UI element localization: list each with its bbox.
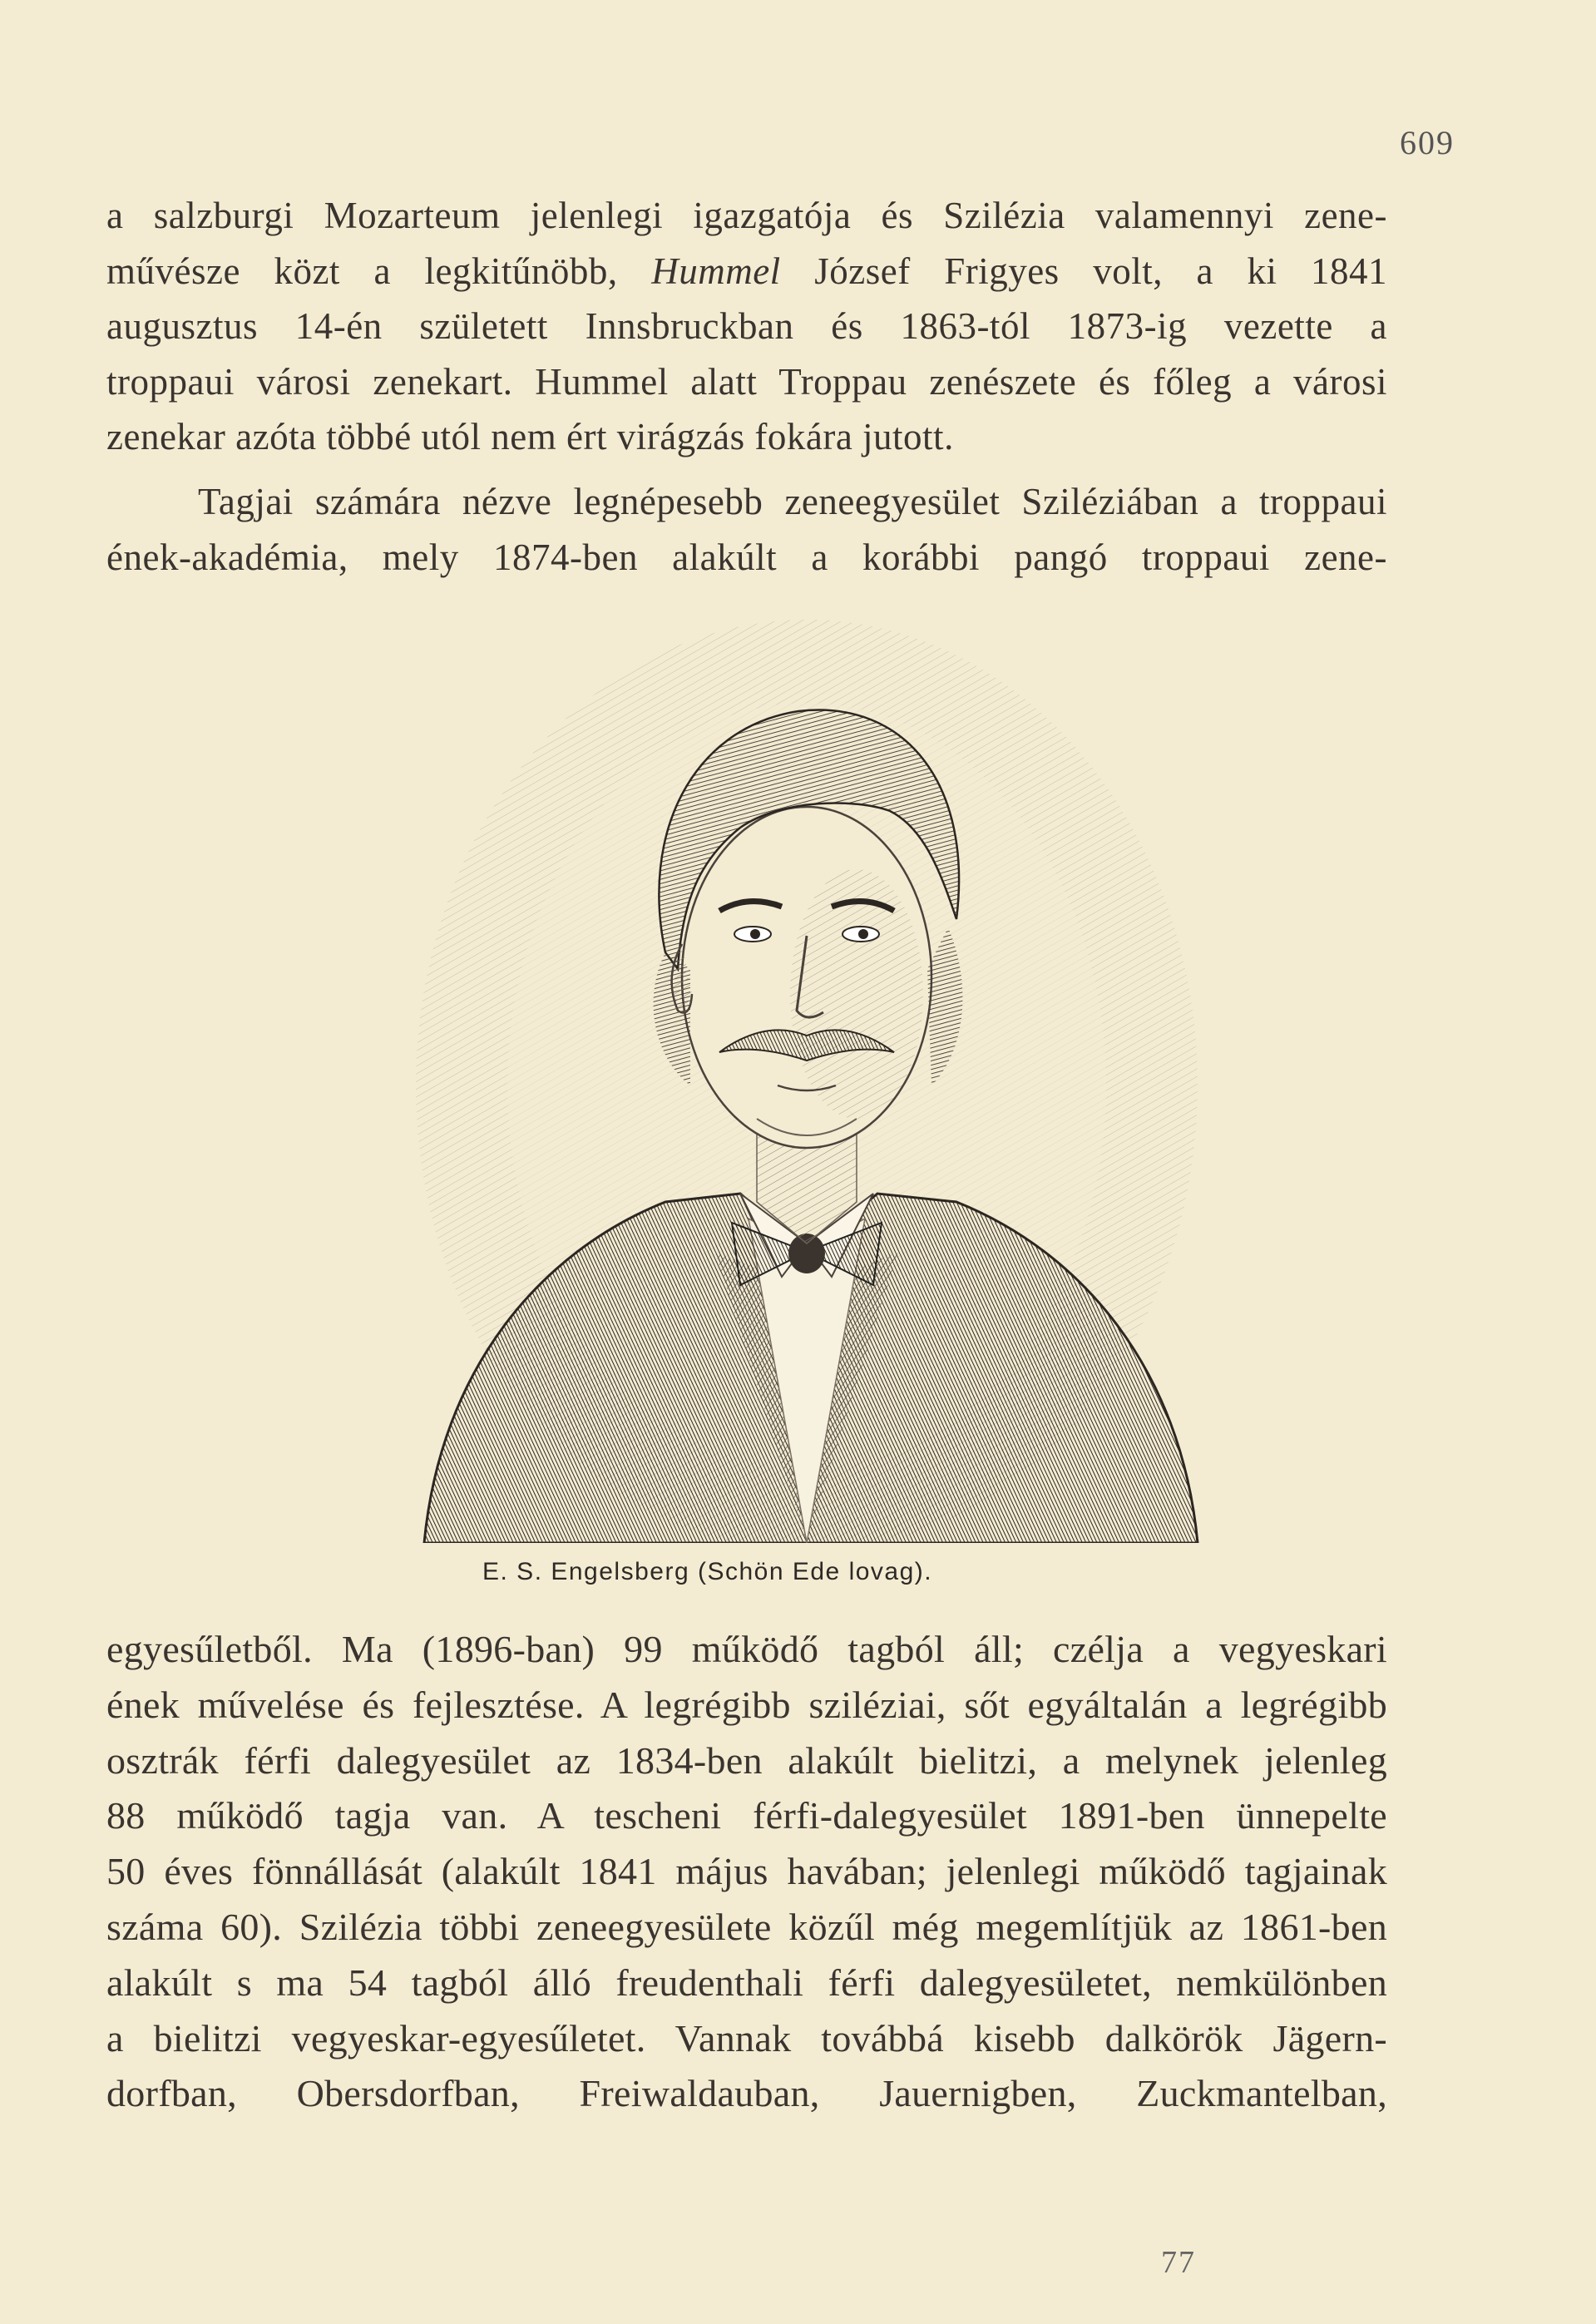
text-line: zenekar azóta többé utól nem ért virágzás fokára jutott. bbox=[106, 416, 954, 457]
paragraph-bottom bbox=[106, 1622, 1387, 2122]
text-line: augusztus 14-én született Innsbruckban és 1863-tól 1873-ig vezette a bbox=[106, 305, 1387, 347]
text-line: 50 éves fönnállását (alakúlt 1841 május havában; jelenlegi működő tagjainak bbox=[106, 1850, 1387, 1893]
portrait-engraving bbox=[391, 620, 1223, 1543]
text-line: troppaui városi zenekart. Hummel alatt Troppau zenészete és főleg a városi bbox=[106, 360, 1387, 403]
text-line: a bielitzi vegyeskar-egyesűletet. Vannak továbbá kisebb dalkörök Jägern- bbox=[106, 2016, 1387, 2059]
text-line: 88 működő tagja van. A tescheni férfi-dalegyesület 1891-ben ünnepelte bbox=[106, 1794, 1387, 1837]
text-line: száma 60). Szilézia többi zeneegyesülete közűl még megemlítjük az 1861-ben bbox=[106, 1905, 1387, 1948]
text-line: dorfban, Obersdorfban, Freiwaldauban, Jauernigben, Zuckmantelban, bbox=[106, 2072, 1387, 2115]
portrait-caption: E. S. Engelsberg (Schön Ede lovag). bbox=[482, 1558, 933, 1585]
text-fragment: József Frigyes volt, a ki 1841 bbox=[814, 250, 1387, 292]
page-number: 609 bbox=[1400, 124, 1455, 161]
text-line-with-name bbox=[106, 244, 1387, 299]
text-line: ének-akadémia, mely 1874-ben alakúlt a korábbi pangó troppaui zene- bbox=[106, 536, 1387, 578]
text-line: egyesűletből. Ma (1896-ban) 99 működő tagból áll; czélja a vegyeskari bbox=[106, 1628, 1387, 1670]
paragraph-second bbox=[106, 474, 1387, 585]
text-fragment: művésze közt a legkitűnöbb, bbox=[106, 250, 618, 292]
text-line: ének művelése és fejlesztése. A legrégibb sziléziai, sőt egyáltalán a legrégibb bbox=[106, 1683, 1387, 1726]
paragraph-top bbox=[106, 188, 1387, 465]
text-line: osztrák férfi dalegyesület az 1834-ben alakúlt bielitzi, a melynek jelenleg bbox=[106, 1738, 1387, 1782]
italic-name: Hummel bbox=[651, 250, 781, 292]
text-line: a salzburgi Mozarteum jelenlegi igazgatója és Szilézia valamennyi zene- bbox=[106, 195, 1387, 236]
signature-number: 77 bbox=[1161, 2245, 1196, 2280]
text-line: Tagjai számára nézve legnépesebb zeneegyesület Sziléziában a troppaui bbox=[198, 481, 1387, 522]
text-line: alakúlt s ma 54 tagból álló freudenthali férfi dalegyesületet, nemkülönben bbox=[106, 1961, 1387, 2004]
